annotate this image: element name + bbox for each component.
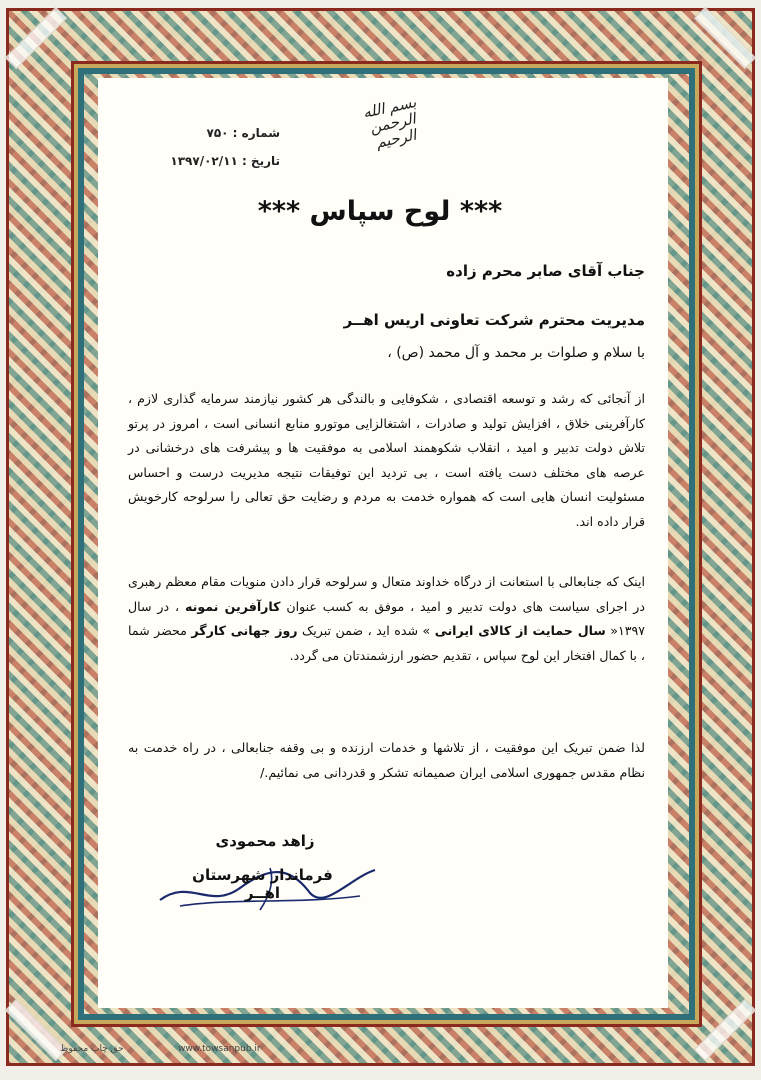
- greeting-line: با سلام و صلوات بر محمد و آل محمد (ص) ،: [387, 345, 645, 361]
- corner-strap-top-right: [694, 7, 756, 69]
- signer-title: فرماندار شهرستان اهــر: [192, 866, 333, 902]
- publisher-website: www.towsanpub.ir: [178, 1044, 261, 1054]
- certificate-title: *** لوح سپاس ***: [257, 196, 503, 227]
- paragraph-2-text: ، در سال ۱۳۹۷«: [128, 598, 646, 639]
- basmala-calligraphy: بسم الله الرحمن الرحیم: [361, 92, 418, 152]
- body-paragraph-3: لذا ضمن تبریک این موفقیت ، از تلاشها و خدمات ارزنده و بی وقفه جنابعالی ، در راه خدمت به نظام مقدس جمهوری اسلامی ایران صمیمانه تشکر و قدردانی می نمائیم./: [128, 740, 645, 780]
- body-paragraph-1: از آنجائی که رشد و توسعه اقتصادی ، شکوفایی و بالندگی هر کشور نیازمند سرمایه گذاری لازم ، کارآفرینی خلاق ، افزایش تولید و صادرات ، اشتغالزایی موتورو منابع انسانی است ، امروز در پرتو تلاش دولت تدبیر و امید ، انقلاب شکوهمند اسلامی به موفقیت ها و پیشرفت های درخشانی در عرصه های مختلف دست یافته است ، بی تردید این توفیقات نتیجه مدیریت درست و احساس مسئولیت انسان هایی است که همواره خدمت به مردم و رضایت حق تعالی را سرلوحه کارخویش قرار داده اند.: [128, 391, 645, 529]
- paragraph-2-text: اینک که جنابعالی با استعانت از درگاه خداوند متعال و سرلوحه قرار دادن منویات مقام معظم رهبری در اجرای سیاست های دولت تدبیر و امید ، موفق به کسب عنوان: [128, 574, 645, 614]
- corner-strap-top-left: [5, 7, 67, 69]
- paragraph-2-text: » شده اید ، ضمن تبریک: [297, 623, 435, 639]
- corner-strap-bottom-left: [5, 999, 67, 1061]
- company-line: مدیریت محترم شرکت تعاونی اریس اهــر: [343, 311, 645, 329]
- highlight-exemplary-entrepreneur: کارآفرین نمونه: [184, 598, 281, 614]
- letter-number: شماره : ۷۵۰: [206, 126, 280, 140]
- highlight-year-slogan: سال حمایت از کالای ایرانی: [434, 623, 606, 639]
- corner-strap-bottom-right: [694, 999, 756, 1061]
- highlight-labour-day: روز جهانی کارگر: [191, 623, 298, 639]
- letter-date: تاریخ : ۱۳۹۷/۰۲/۱۱: [170, 154, 280, 168]
- paragraph-2-text: محضر شما ، با کمال افتخار این لوح سپاس ، تقدیم حضور ارزشمندتان می گردد.: [128, 623, 645, 663]
- copyright-note: حق چاپ محفوظ: [60, 1044, 124, 1054]
- signer-name: زاهد محمودی: [215, 832, 315, 850]
- addressee-line: جناب آقای صابر محرم زاده: [446, 262, 645, 280]
- body-paragraph-2: [128, 570, 645, 668]
